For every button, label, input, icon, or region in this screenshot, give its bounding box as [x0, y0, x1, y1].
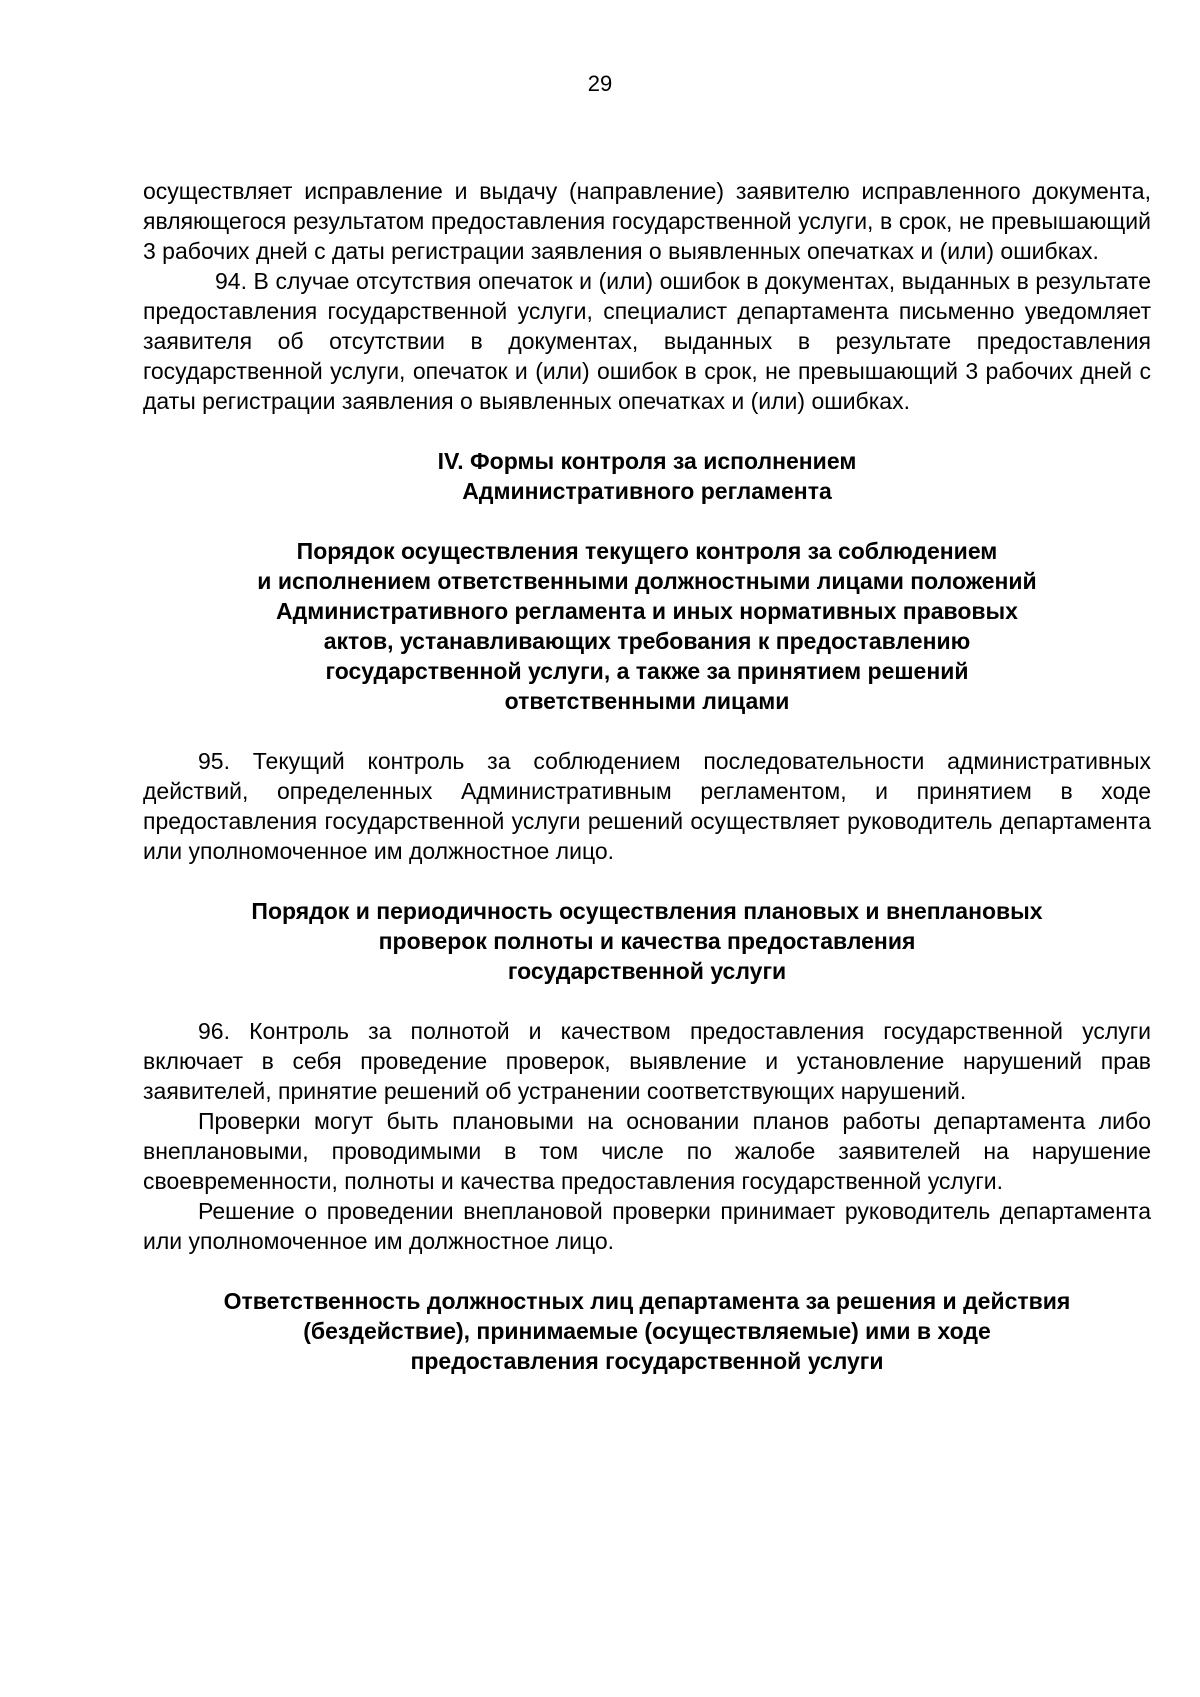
subsection-heading-inspections [143, 896, 1151, 986]
subsection-heading-line: государственной услуги [507, 958, 787, 984]
page-number: 29 [587, 71, 613, 96]
subsection-heading-responsibility [143, 1286, 1151, 1376]
document-body [143, 176, 1151, 1376]
subsection-heading-line: государственной услуги, а также за принятием решений [325, 658, 969, 684]
subsection-heading-line: предоставления государственной услуги [410, 1348, 884, 1374]
subsection-heading-line: актов, устанавливающих требования к предоставлению [323, 628, 971, 654]
subsection-heading-line: Ответственность должностных лиц департамента за решения и действия [223, 1288, 1071, 1314]
paragraph-94: 94. В случае отсутствия опечаток и (или) ошибок в документах, выданных в результате предоставления государственной услуги, специалист департамента письменно уведомляет заявителя об отсутствии в документах, выданных в результате предоставления государственной услуги, опечаток и (или) ошибок в срок, не превышающий 3 рабочих дней с даты регистрации заявления о выявленных опечатках и (или) ошибках. [143, 268, 1151, 414]
subsection-heading-line: и исполнением ответственными должностными лицами положений [257, 568, 1037, 594]
subsection-heading-line: Порядок и периодичность осуществления плановых и внеплановых [251, 898, 1043, 924]
paragraph-96-inspections: Проверки могут быть плановыми на основании планов работы департамента либо внеплановыми, проводимыми в том числе по жалобе заявителей на нарушение своевременности, полноты и качества предоставления государственной услуги. [143, 1108, 1151, 1194]
paragraph-95: 95. Текущий контроль за соблюдением последовательности административных действий, определенных Административным регламентом, и принятием в ходе предоставления государственной услуги решений осуществляет руководитель департамента или уполномоченное им должностное лицо. [143, 748, 1151, 864]
subsection-heading-line: ответственными лицами [504, 688, 790, 714]
subsection-heading-line: (бездействие), принимаемые (осуществляемые) ими в ходе [303, 1318, 991, 1344]
paragraph-96: 96. Контроль за полнотой и качеством предоставления государственной услуги включает в себя проведение проверок, выявление и установление нарушений прав заявителей, принятие решений об устранении соответствующих нарушений. [143, 1018, 1151, 1104]
section-title-line: Административного регламента [462, 478, 832, 504]
subsection-heading-line: Административного регламента и иных нормативных правовых [276, 598, 1018, 624]
paragraph-continuation: осуществляет исправление и выдачу (направление) заявителю исправленного документа, являющегося результатом предоставления государственной услуги, в срок, не превышающий 3 рабочих дней с даты регистрации заявления о выявленных опечатках и (или) ошибках. [143, 178, 1151, 264]
subsection-heading-line: Порядок осуществления текущего контроля за соблюдением [296, 538, 998, 564]
section-title [143, 446, 1151, 506]
paragraph-96-decision: Решение о проведении внеплановой проверки принимает руководитель департамента или уполномоченное им должностное лицо. [143, 1198, 1151, 1254]
section-title-line: IV. Формы контроля за исполнением [437, 448, 857, 474]
subsection-heading-current-control [143, 536, 1151, 716]
subsection-heading-line: проверок полноты и качества предоставления [378, 928, 916, 954]
